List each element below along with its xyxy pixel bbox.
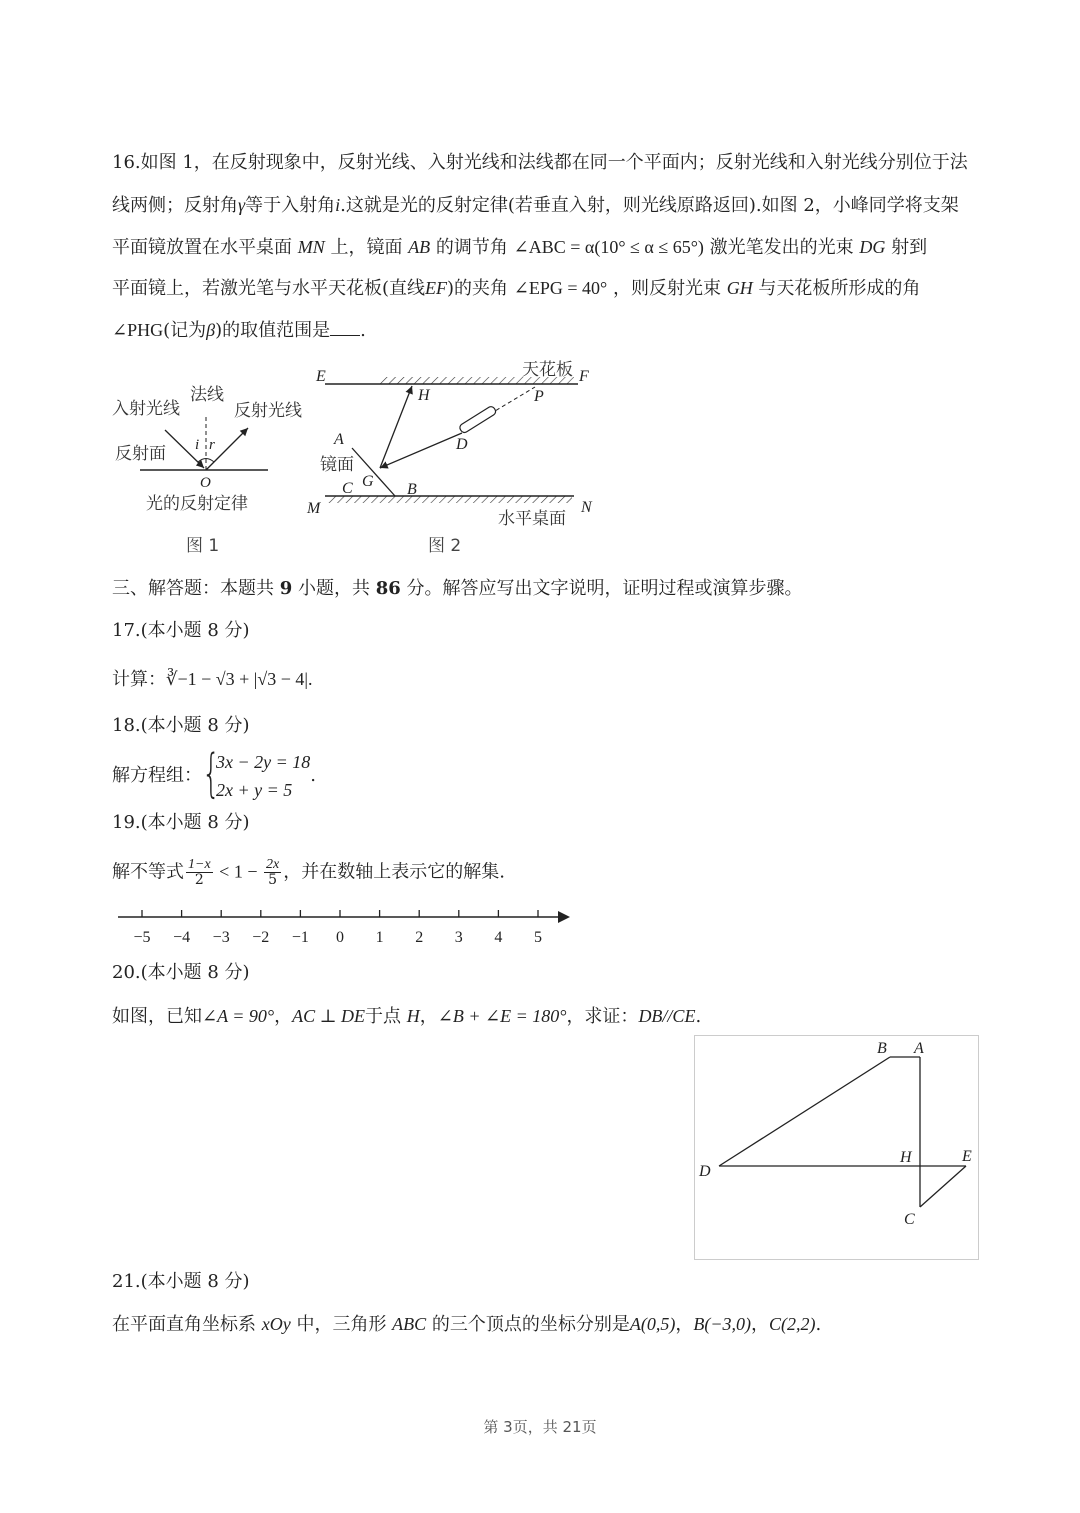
tick-label: 1 (375, 929, 384, 946)
q16-line4: 平面镜上，若激光笔与水平天花板(直线EF)的夹角 ∠EPG = 40° ，则反射光束 GH 与天花板所形成的角 (112, 278, 921, 299)
tick-label: −4 (173, 929, 191, 946)
fig2-p-label: P (534, 388, 544, 405)
point-c: C(2,2) (769, 1314, 816, 1334)
q16-line1: 16.如图 1，在反射现象中，反射光线、入射光线和法线都在同一个平面内；反射光线和入射光线分别位于法 (112, 152, 968, 173)
label-c: C (904, 1211, 915, 1228)
q16-line5: ∠PHG(记为β)的取值范围是 . (112, 320, 366, 341)
label-e: E (962, 1148, 972, 1165)
q20-body: 如图，已知∠A = 90°，AC ⊥ DE于点 H，∠B + ∠E = 180°，求证：DB//CE. (112, 1006, 702, 1027)
fig1-caption: 光的反射定律 (146, 494, 248, 514)
page-footer: 第 3页，共 21页 (483, 1418, 597, 1436)
fig1-incident-label: 入射光线 (112, 399, 180, 419)
fig1-r-label: r (209, 437, 215, 453)
q19-body: 解不等式 $\frac{1-x}{2}$ < 1 − $\frac{2x}{5}$ ，并在数轴上表示它的解集. (112, 857, 505, 888)
fig2-a-label: A (334, 431, 344, 448)
q21-title: 21.(本小题 8 分) (112, 1271, 250, 1292)
fig2-ceiling-label: 天花板 (522, 360, 573, 380)
q17-body: 计算：∛−1 − √3 + |√3 − 4|. (112, 669, 313, 690)
angle-abc: ∠ABC = α(10° ≤ α ≤ 65°) (513, 237, 704, 257)
table-hatch (328, 496, 572, 503)
fig2-table-label: 水平桌面 (498, 509, 566, 529)
tick-label: −2 (252, 929, 270, 946)
tick-label: −5 (133, 929, 151, 946)
fig2-f-label: F (579, 368, 589, 385)
fig1-number: 图 1 (186, 536, 220, 556)
q17-title: 17.(本小题 8 分) (112, 620, 250, 641)
q20-title: 20.(本小题 8 分) (112, 962, 250, 983)
angle-phg: ∠PHG (112, 320, 164, 340)
tick-label: 3 (454, 929, 463, 946)
fig1-o-label: O (200, 475, 211, 491)
tick-label: 4 (494, 929, 503, 946)
fig1-reflected-label: 反射光线 (234, 401, 302, 421)
fig2-c-label: C (342, 480, 353, 497)
laser-pen (458, 405, 497, 434)
fig2-m-label: M (307, 500, 321, 517)
figure-1 (112, 385, 302, 556)
label-d: D (699, 1163, 711, 1180)
point-a: A(0,5) (629, 1314, 676, 1334)
q20-conclusion: DB//CE (638, 1006, 696, 1026)
tick-label: 0 (336, 929, 344, 946)
q20-angle-sum: ∠B + ∠E = 180° (437, 1006, 567, 1026)
q16-line3: 平面镜放置在水平桌面 MN 上，镜面 AB 的调节角 ∠ABC = α(10° ≤ α ≤ 65°) 激光笔发出的光束 DG 射到 (112, 237, 928, 258)
figure-2 (306, 360, 593, 556)
label-a: A (914, 1040, 924, 1057)
fig1-i-label: i (195, 437, 200, 453)
fig1-normal-label: 法线 (190, 385, 224, 405)
q20-angle-a: ∠A = 90° (202, 1006, 275, 1026)
point-b: B(−3,0) (693, 1314, 752, 1334)
fraction-2: $\frac{2x}{5}$ (265, 857, 280, 888)
tick-label: −3 (212, 929, 230, 946)
tick-label: 5 (534, 929, 542, 946)
fig2-h-label: H (418, 387, 430, 404)
q18-title: 18.(本小题 8 分) (112, 715, 250, 736)
number-line (110, 900, 580, 950)
fig2-b-label: B (407, 481, 417, 498)
tick-label: 2 (415, 929, 424, 946)
q19-title: 19.(本小题 8 分) (112, 812, 250, 833)
fig2-e-label: E (316, 368, 326, 385)
q21-body: 在平面直角坐标系 xOy 中，三角形 ABC 的三个顶点的坐标分别是A(0,5)，B(−3,0)，C(2,2). (112, 1314, 822, 1335)
q18-body: 解方程组： { 3x − 2y = 18 2x + y = 5 . (112, 744, 317, 804)
system-brace: { (202, 744, 221, 804)
fig2-n-label: N (581, 499, 592, 516)
laser-extension (490, 387, 535, 414)
label-h: H (900, 1149, 912, 1166)
figure-frame (695, 1036, 979, 1260)
label-b: B (877, 1040, 887, 1057)
angle-epg: ∠EPG = 40° (513, 278, 608, 298)
q20-perpendicular: AC ⊥ DE (292, 1006, 366, 1026)
section3-heading: 三、解答题：本题共 9 小题，共 86 分。解答应写出文字说明，证明过程或演算步骤。 (112, 578, 803, 599)
equation-1: 3x − 2y = 18 (216, 752, 311, 772)
tick-label: −1 (291, 929, 309, 946)
q16-line2: 线两侧；反射角γ等于入射角i.这就是光的反射定律(若垂直入射，则光线原路返回).如图 2，小峰同学将支架 (112, 195, 959, 216)
reflection-figures (100, 355, 620, 560)
fig1-surface-label: 反射面 (115, 444, 166, 464)
equation-2: 2x + y = 5 (216, 780, 293, 800)
fig2-d-label: D (456, 436, 468, 453)
q20-figure (694, 1035, 980, 1261)
fig2-mirror-label: 镜面 (320, 455, 354, 475)
fraction-1: $\frac{1-x}{2}$ (188, 857, 211, 888)
q17-expression: ∛−1 − √3 + |√3 − 4|. (166, 669, 313, 689)
fig2-number: 图 2 (428, 536, 462, 556)
answer-blank (330, 319, 360, 336)
fig2-g-label: G (362, 473, 374, 490)
